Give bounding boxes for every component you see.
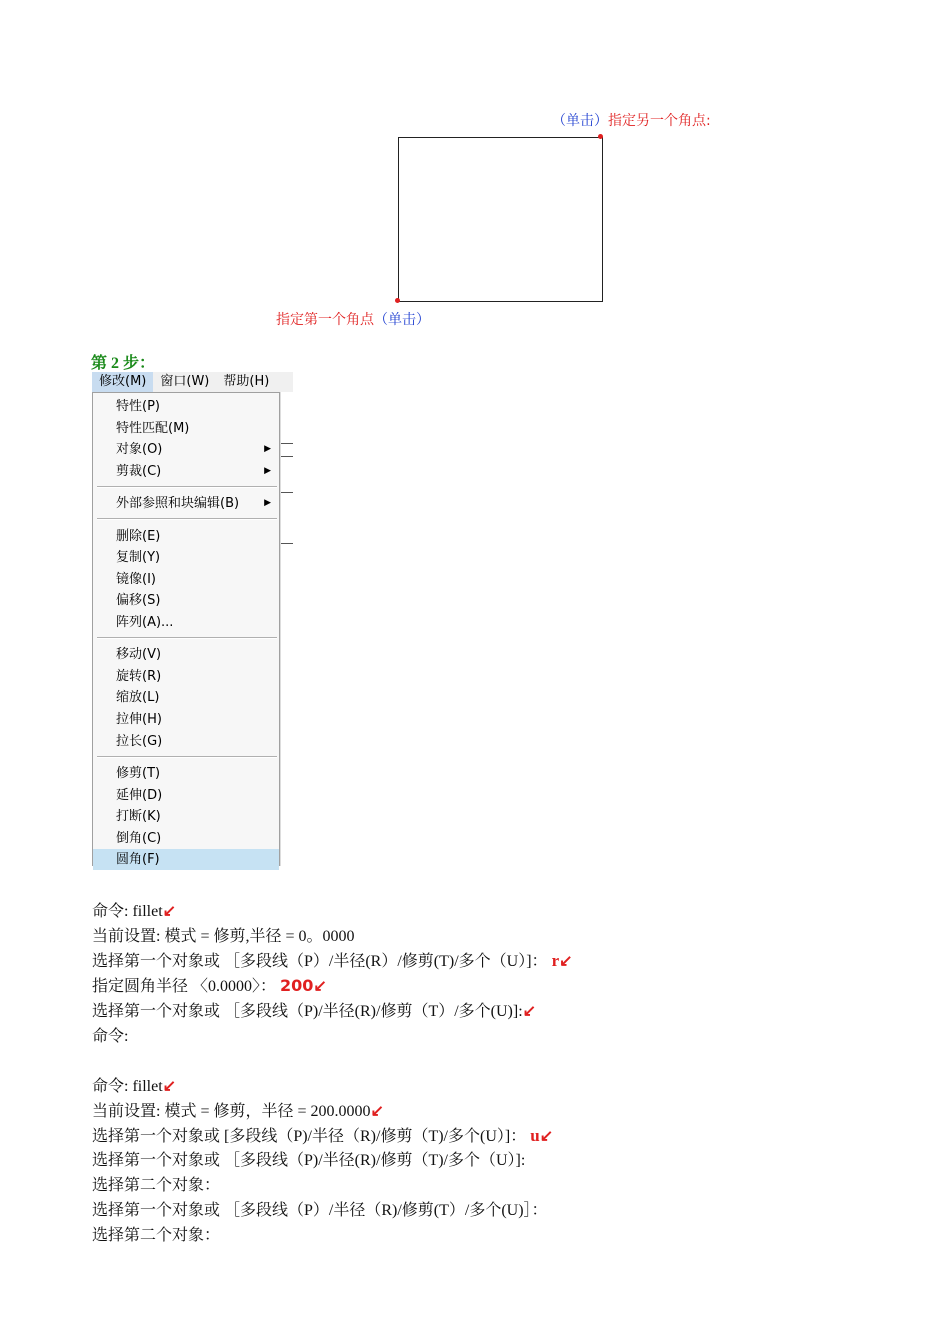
first-corner-point xyxy=(395,298,400,303)
menu-item-properties[interactable]: 特性(P) xyxy=(116,399,160,414)
submenu-arrow-icon: ▶ xyxy=(264,444,271,454)
drawn-rectangle xyxy=(398,137,603,302)
menu-separator xyxy=(97,756,277,758)
menu-item-move[interactable]: 移动(V) xyxy=(116,647,162,662)
menu-item-lengthen[interactable]: 拉长(G) xyxy=(116,734,163,749)
first-corner-label xyxy=(276,309,430,329)
menu-separator xyxy=(97,486,277,488)
menu-help[interactable]: 帮助(H) xyxy=(223,374,270,389)
menu-item-match-properties[interactable]: 特性匹配(M) xyxy=(116,421,190,436)
click-hint: （单击） xyxy=(374,312,430,328)
command-line: 命令: xyxy=(92,1028,129,1045)
command-line: 选择第一个对象或 ［多段线（P）/半径(R）/修剪(T)/多个（U）]： r↙ xyxy=(92,951,573,970)
menu-window[interactable]: 窗口(W) xyxy=(160,374,210,389)
command-line: 当前设置: 模式 = 修剪,半径 = 0。0000 xyxy=(92,928,355,945)
user-input-radius: 200 xyxy=(280,976,314,995)
enter-check-icon: ↙ xyxy=(370,1103,384,1120)
background-line xyxy=(281,443,293,444)
background-line xyxy=(281,543,293,544)
menu-item-mirror[interactable]: 镜像(I) xyxy=(116,572,156,587)
command-line: 选择第一个对象或 ［多段线（P)/半径(R)/修剪（T)/多个（U）]: xyxy=(92,1152,526,1169)
enter-check-icon: ↙ xyxy=(162,1078,177,1095)
menu-item-scale[interactable]: 缩放(L) xyxy=(116,690,160,705)
menu-item-array[interactable]: 阵列(A)... xyxy=(116,615,174,630)
menu-item-object[interactable]: 对象(O) ▶ xyxy=(93,439,279,460)
background-line xyxy=(281,492,293,493)
menu-item-copy[interactable]: 复制(Y) xyxy=(116,550,161,565)
command-line: 当前设置: 模式 = 修剪，半径 = 200.0000↙ xyxy=(92,1103,384,1120)
menu-item-extend[interactable]: 延伸(D) xyxy=(116,788,163,803)
command-line: 命令: fillet↙ xyxy=(92,1078,177,1095)
enter-check-icon: ↙ xyxy=(162,903,177,920)
first-corner-text: 指定第一个角点 xyxy=(276,312,374,328)
command-line: 命令: fillet↙ xyxy=(92,903,177,920)
menu-item-break[interactable]: 打断(K) xyxy=(116,809,161,824)
command-line: 选择第一个对象或 ［多段线（P）/半径（R)/修剪(T）/多个(U)］： xyxy=(92,1202,548,1219)
second-corner-label xyxy=(552,110,711,130)
submenu-arrow-icon: ▶ xyxy=(264,466,271,476)
menu-item-erase[interactable]: 删除(E) xyxy=(116,529,161,544)
command-line: 选择第二个对象： xyxy=(92,1177,221,1194)
enter-check-icon: ↙ xyxy=(559,953,573,970)
enter-check-icon: ↙ xyxy=(522,1003,537,1020)
modify-dropdown-menu xyxy=(92,392,280,866)
click-hint: （单击） xyxy=(552,113,608,129)
command-line: 指定圆角半径 〈0.0000〉： 200↙ xyxy=(92,976,327,995)
submenu-arrow-icon: ▶ xyxy=(264,498,271,508)
menu-item-offset[interactable]: 偏移(S) xyxy=(116,593,161,608)
second-corner-point xyxy=(598,134,603,139)
menu-item-clip[interactable]: 剪裁(C) ▶ xyxy=(93,461,279,482)
command-line: 选择第一个对象或 [多段线（P)/半径（R)/修剪（T)/多个(U）]： u↙ xyxy=(92,1126,554,1145)
menu-item-stretch[interactable]: 拉伸(H) xyxy=(116,712,162,727)
app-background xyxy=(280,392,294,866)
menu-bar xyxy=(92,372,293,392)
command-line: 选择第一个对象或 ［多段线（P)/半径(R)/修剪（T）/多个(U)]:↙ xyxy=(92,1003,537,1020)
enter-check-icon: ↙ xyxy=(539,1128,554,1145)
background-line xyxy=(281,456,293,457)
menu-separator xyxy=(97,518,277,520)
menu-item-fillet[interactable]: 圆角(F) xyxy=(93,849,279,870)
step-title: 第 2 步： xyxy=(91,355,156,372)
menu-item-trim[interactable]: 修剪(T) xyxy=(116,766,161,781)
menu-item-xref-block-edit[interactable]: 外部参照和块编辑(B) ▶ xyxy=(93,493,279,514)
menu-modify[interactable]: 修改(M) xyxy=(92,372,153,392)
menu-item-rotate[interactable]: 旋转(R) xyxy=(116,669,162,684)
menu-separator xyxy=(97,637,277,639)
user-input-u: u xyxy=(530,1126,540,1145)
second-corner-text: 指定另一个角点: xyxy=(608,113,711,129)
user-input-r: r xyxy=(551,951,560,970)
menu-item-chamfer[interactable]: 倒角(C) xyxy=(116,831,162,846)
enter-check-icon: ↙ xyxy=(313,978,327,995)
command-line: 选择第二个对象： xyxy=(92,1227,221,1244)
